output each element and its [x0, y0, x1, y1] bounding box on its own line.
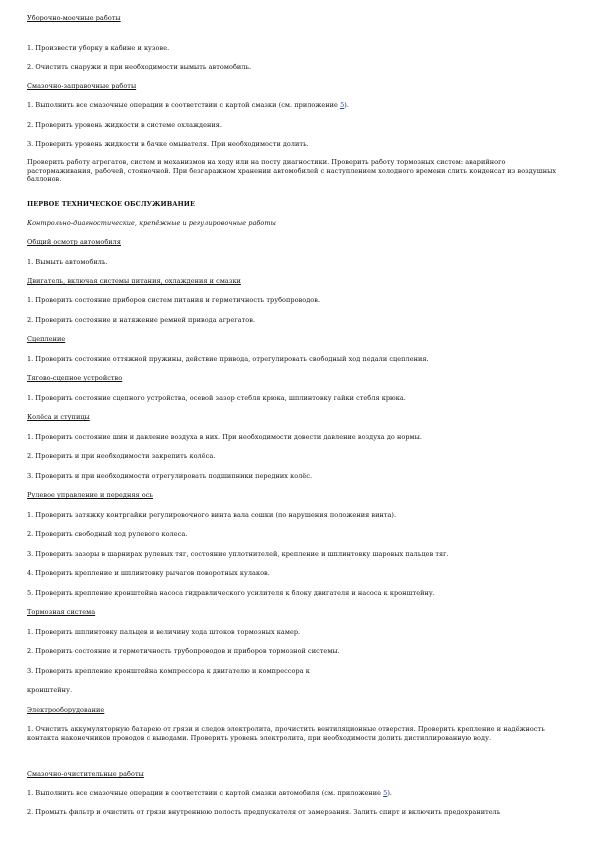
paragraph: 1. Выполнить все смазочные операции в соответствии с картой смазки (см. приложение 5). [27, 101, 349, 109]
section-heading: Рулевое управление и передняя ось [27, 491, 153, 499]
paragraph: 3. Проверить и при необходимости отрегулировать подшипники передних колёс. [27, 472, 313, 480]
paragraph: Проверить работу агрегатов, систем и механизмов на ходу или на посту диагностики. Проверить работу тормозных систем: аварийного растормаживания, рабочей, стояночной. При безгаражном хранении автомобилей с наступлением холодного времени слить конденсат из воздушных баллонов. [27, 158, 557, 183]
paragraph: 1. Проверить состояние оттяжной пружины, действие привода, отрегулировать свободный ход педали сцепления. [27, 355, 429, 363]
appendix-link[interactable]: 5 [383, 789, 388, 797]
paragraph: 1. Очистить аккумуляторную батарею от грязи и следов электролита, прочистить вентиляционные отверстия. Проверить крепление и надёжность контакта наконечников проводов с выводами. Проверить уровень электролита, при необходимости долить дистиллированную воду. [27, 725, 545, 742]
paragraph: 3. Проверить зазоры в шарнирах рулевых тяг, состояние уплотнителей, крепление и шплинтовку шаровых пальцев тяг. [27, 550, 449, 558]
paragraph: кронштейну. [27, 686, 73, 694]
section-heading: Колёса и ступицы [27, 413, 90, 421]
paragraph: 1. Проверить состояние приборов систем питания и герметичность трубопроводов. [27, 296, 321, 304]
paragraph: 2. Промыть фильтр и очистить от грязи внутреннюю полость предпускателя от замерзания. Залить спирт и включить предохранитель [27, 808, 501, 816]
paragraph: 1. Проверить состояние шин и давление воздуха в них. При необходимости довести давление воздуха до нормы. [27, 433, 422, 441]
paragraph: 1. Проверить шплинтовку пальцев и величину хода штоков тормозных камер. [27, 628, 301, 636]
section-heading: Тормозная система [27, 608, 96, 616]
chapter-heading: ПЕРВОЕ ТЕХНИЧЕСКОЕ ОБСЛУЖИВАНИЕ [27, 200, 195, 208]
section-heading: Смазочно-очистительные работы [27, 770, 144, 778]
paragraph: 3. Проверить крепление кронштейна компрессора к двигателю и компрессора к [27, 667, 310, 675]
paragraph: 2. Проверить уровень жидкости в системе охлаждения. [27, 121, 223, 129]
paragraph: 4. Проверить крепление и шплинтовку рычагов поворотных кулаков. [27, 569, 270, 577]
paragraph: 2. Проверить свободный ход рулевого колеса. [27, 530, 188, 538]
section-heading: Двигатель, включая системы питания, охлаждения и смазки [27, 277, 241, 285]
paragraph: 2. Проверить состояние и натяжение ремней привода агрегатов. [27, 316, 256, 324]
subtitle: Контрольно-диагностические, крепёжные и регулировочные работы [27, 219, 276, 227]
section-heading: Смазочно-заправочные работы [27, 82, 137, 90]
paragraph: 3. Проверить уровень жидкости в бачке омывателя. При необходимости долить. [27, 140, 309, 148]
paragraph: 2. Очистить снаружи и при необходимости вымыть автомобиль. [27, 63, 252, 71]
paragraph: 1. Произвести уборку в кабине и кузове. [27, 44, 170, 52]
section-heading: Электрооборудование [27, 706, 105, 714]
paragraph: 1. Проверить затяжку контргайки регулировочного винта вала сошки (по нарушения положения винта). [27, 511, 397, 519]
appendix-link[interactable]: 5 [340, 101, 345, 109]
paragraph: 1. Вымыть автомобиль. [27, 258, 108, 266]
section-heading: Общий осмотр автомобиля [27, 238, 122, 246]
section-heading: Уборочно-моечные работы [27, 14, 121, 22]
paragraph: 2. Проверить состояние и герметичность трубопроводов и приборов тормозной системы. [27, 647, 340, 655]
section-heading: Тягово-сцепное устройство [27, 374, 123, 382]
paragraph: 2. Проверить и при необходимости закрепить колёса. [27, 452, 216, 460]
paragraph: 1. Проверить состояние сцепного устройства, осевой зазор стебля крюка, шплинтовку гайки стебля крюка. [27, 394, 406, 402]
paragraph: 5. Проверить крепление кронштейна насоса гидравлического усилителя к блоку двигателя и насоса к кронштейну. [27, 589, 435, 597]
section-heading: Сцепление [27, 335, 66, 343]
paragraph: 1. Выполнить все смазочные операции в соответствии с картой смазки автомобиля (см. приложение 5). [27, 789, 393, 797]
